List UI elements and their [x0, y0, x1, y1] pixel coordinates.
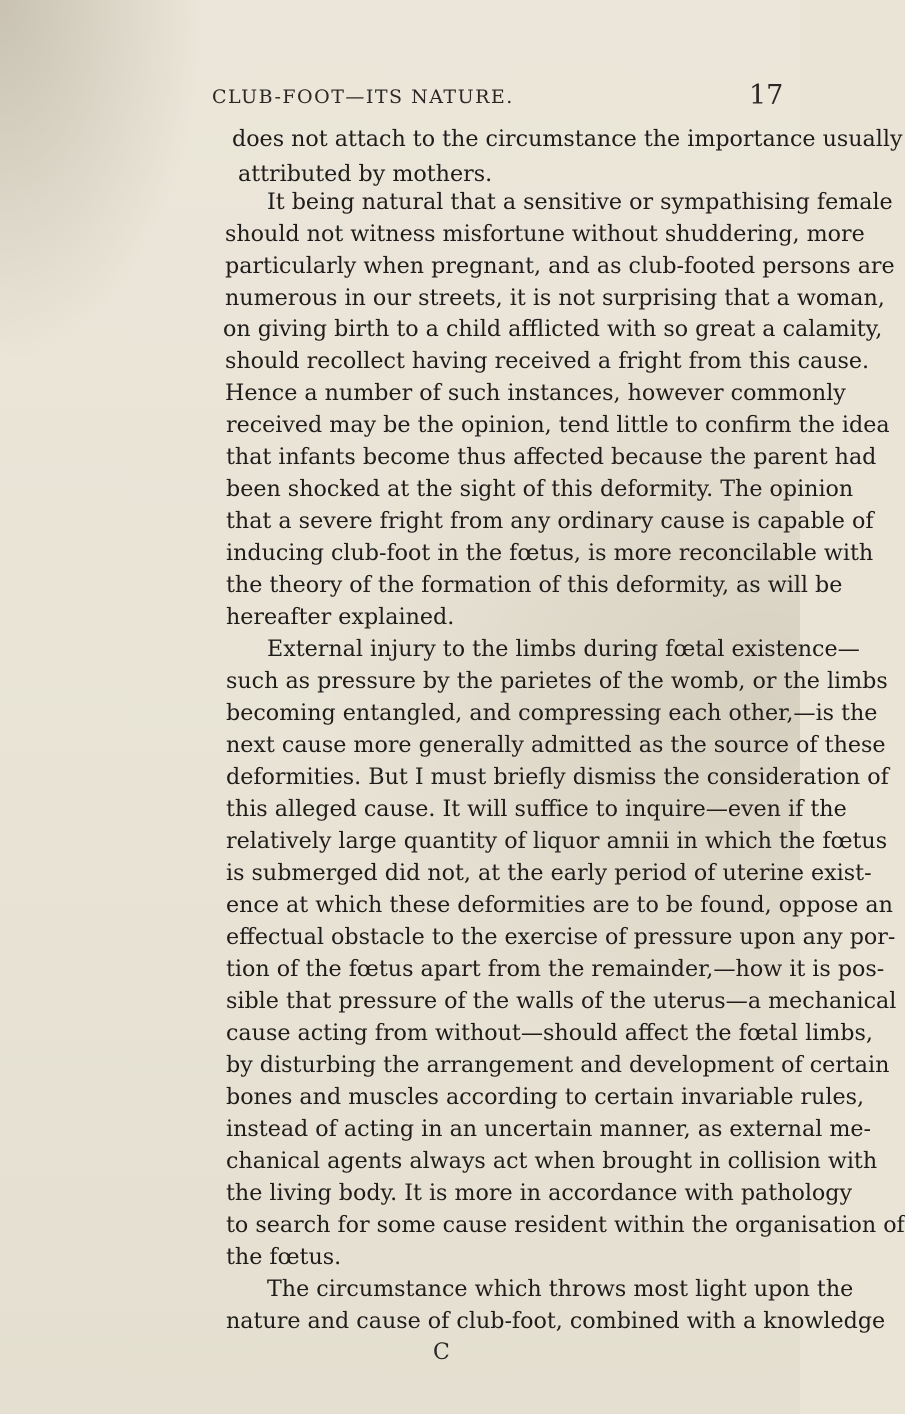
- text-line: chanical agents always act when brought in collision with: [226, 1148, 878, 1174]
- text-line: such as pressure by the parietes of the womb, or the limbs: [226, 668, 888, 694]
- text-line: instead of acting in an uncertain manner, as external me-: [226, 1116, 872, 1142]
- running-title: CLUB-FOOT—ITS NATURE.: [212, 86, 514, 108]
- text-line: been shocked at the sight of this deformity. The opinion: [226, 476, 854, 502]
- text-line: It being natural that a sensitive or sympathising female: [267, 189, 893, 215]
- text-line: the fœtus.: [226, 1244, 342, 1270]
- text-line: relatively large quantity of liquor amnii in which the fœtus: [226, 828, 888, 854]
- page-number: 17: [749, 80, 784, 111]
- signature-mark: C: [433, 1340, 450, 1365]
- text-line: deformities. But I must briefly dismiss the consideration of: [226, 764, 889, 790]
- text-line: this alleged cause. It will suffice to inquire—even if the: [226, 796, 847, 822]
- text-line: does not attach to the circumstance the importance usually: [232, 126, 903, 152]
- text-line: should recollect having received a fright from this cause.: [225, 348, 870, 374]
- text-line: nature and cause of club-foot, combined with a knowledge: [226, 1308, 886, 1334]
- text-line: the living body. It is more in accordance with pathology: [226, 1180, 853, 1206]
- text-line: on giving birth to a child afflicted with so great a calamity,: [223, 316, 883, 342]
- text-line: that a severe fright from any ordinary cause is capable of: [226, 508, 874, 534]
- text-line: attributed by mothers.: [238, 161, 493, 187]
- text-line: effectual obstacle to the exercise of pressure upon any por-: [226, 924, 896, 950]
- text-line: tion of the fœtus apart from the remainder,—how it is pos-: [226, 956, 885, 982]
- text-line: numerous in our streets, it is not surprising that a woman,: [225, 285, 885, 311]
- text-line: becoming entangled, and compressing each other,—is the: [226, 700, 878, 726]
- text-line: External injury to the limbs during fœtal existence—: [267, 636, 860, 662]
- text-line: received may be the opinion, tend little to confirm the idea: [226, 412, 890, 438]
- text-line: The circumstance which throws most light upon the: [267, 1276, 854, 1302]
- text-line: inducing club-foot in the fœtus, is more reconcilable with: [226, 540, 874, 566]
- text-line: Hence a number of such instances, however commonly: [225, 380, 846, 406]
- text-line: cause acting from without—should affect the fœtal limbs,: [226, 1020, 873, 1046]
- text-line: is submerged did not, at the early period of uterine exist-: [226, 860, 872, 886]
- text-line: bones and muscles according to certain invariable rules,: [226, 1084, 865, 1110]
- text-line: particularly when pregnant, and as club-footed persons are: [225, 253, 895, 279]
- text-line: sible that pressure of the walls of the uterus—a mechanical: [226, 988, 897, 1014]
- text-line: that infants become thus affected because the parent had: [226, 444, 877, 470]
- text-line: to search for some cause resident within the organisation of: [226, 1212, 905, 1238]
- text-line: by disturbing the arrangement and development of certain: [226, 1052, 890, 1078]
- text-line: next cause more generally admitted as the source of these: [226, 732, 886, 758]
- text-line: should not witness misfortune without shuddering, more: [225, 221, 865, 247]
- text-line: ence at which these deformities are to be found, oppose an: [226, 892, 893, 918]
- text-line: hereafter explained.: [226, 604, 455, 630]
- text-line: the theory of the formation of this deformity, as will be: [226, 572, 843, 598]
